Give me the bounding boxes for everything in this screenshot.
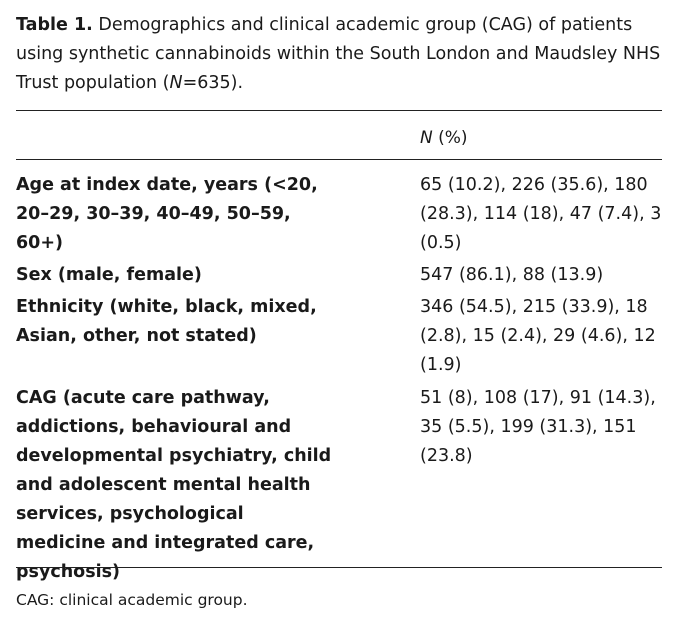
table-top-rule xyxy=(16,110,662,111)
caption-n-symbol: N xyxy=(169,73,183,93)
column-header-n-percent xyxy=(420,128,468,148)
row-label-age: Age at index date, years (<20, 20–29, 30–39, 40–49, 50–59, 60+) xyxy=(16,175,318,253)
header-percent-label: (%) xyxy=(432,128,468,148)
table-bottom-rule xyxy=(16,567,662,568)
header-rule xyxy=(16,159,662,160)
row-label-sex: Sex (male, female) xyxy=(16,265,202,285)
table-footnote: CAG: clinical academic group. xyxy=(16,591,248,609)
header-n-symbol: N xyxy=(420,128,433,148)
row-label-cag: CAG (acute care pathway, addictions, behavioural and developmental psychiatry, child and adolescent mental health services, psychological medicine and integrated care, psychosis) xyxy=(16,388,332,582)
row-value-ethnicity: 346 (54.5), 215 (33.9), 18 (2.8), 15 (2.4), 29 (4.6), 12 (1.9) xyxy=(420,297,656,375)
row-value-sex: 547 (86.1), 88 (13.9) xyxy=(420,265,604,285)
caption-text-end: =635). xyxy=(182,73,244,93)
row-value-age: 65 (10.2), 226 (35.6), 180 (28.3), 114 (18), 47 (7.4), 3 (0.5) xyxy=(420,175,662,253)
row-label-ethnicity: Ethnicity (white, black, mixed, Asian, other, not stated) xyxy=(16,297,317,346)
table-caption xyxy=(16,11,666,98)
table-label: Table 1. xyxy=(16,15,93,35)
row-value-cag: 51 (8), 108 (17), 91 (14.3), 35 (5.5), 199 (31.3), 151 (23.8) xyxy=(420,388,656,466)
caption-text: Demographics and clinical academic group (CAG) of patients using synthetic cannabinoids within the South London and Maudsley NHS Trust population ( xyxy=(16,15,661,93)
